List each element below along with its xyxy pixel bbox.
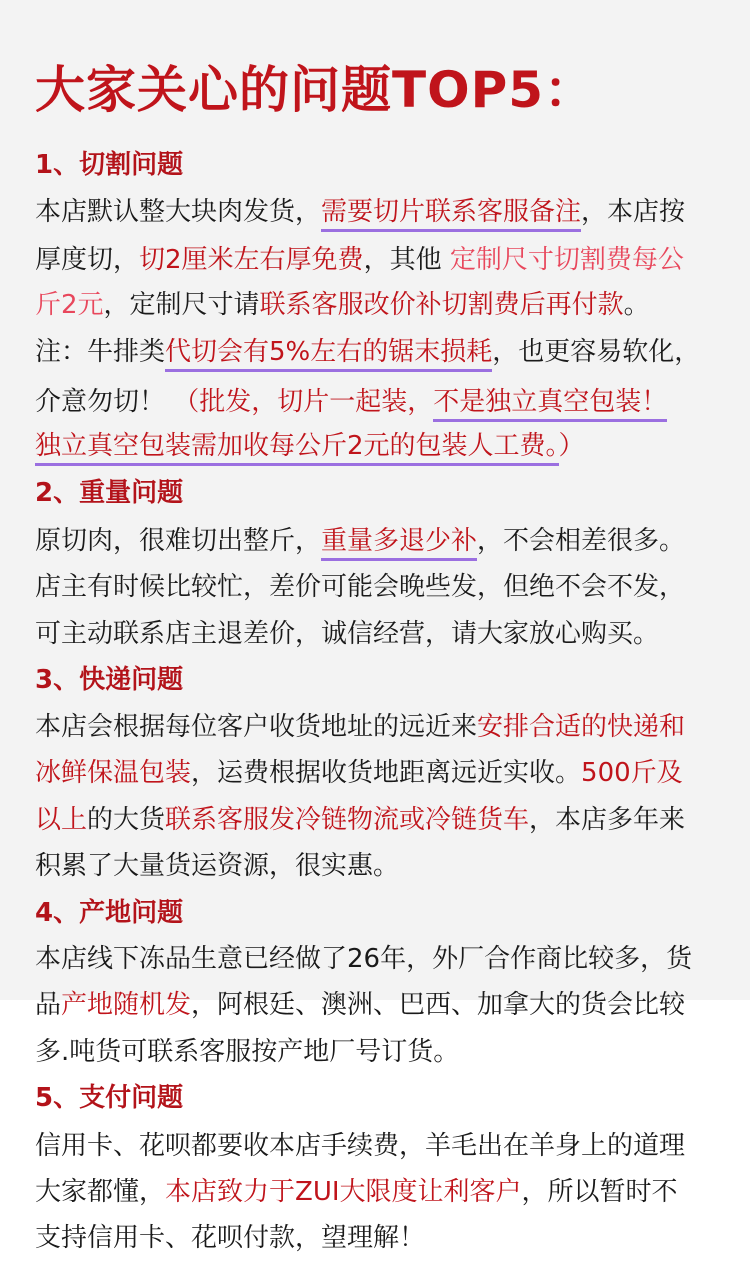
section-heading: 3、快递问题 <box>35 665 184 695</box>
highlighted-text: 代切会有5%左右的锯末损耗 <box>165 337 492 372</box>
text-segment: 本店会根据每位客户收货地址的远近来 <box>35 712 478 742</box>
text-line <box>35 941 692 977</box>
section-heading: 2、重量问题 <box>35 478 184 508</box>
text-line <box>35 287 650 323</box>
text-segment: ，运费根据收货地距离远近实收。 <box>191 758 582 788</box>
text-segment: 切2厘米左右厚免费 <box>139 245 364 275</box>
text-segment: 大家都懂， <box>35 1177 166 1207</box>
highlighted-text: 需要切片联系客服备注 <box>321 197 581 232</box>
text-segment: 可主动联系店主退差价，诚信经营，请大家放心购买。 <box>35 619 660 649</box>
text-line <box>35 1128 685 1164</box>
text-line <box>35 523 685 559</box>
text-segment: 多.吨货可联系客服按产地厂号订货。 <box>35 1037 460 1067</box>
text-segment: ，也更容易软化， <box>492 337 701 367</box>
text-segment: ，本店按 <box>581 197 686 227</box>
text-segment: 注：牛排类 <box>35 337 166 367</box>
highlighted-text: 不是独立真空包装！ <box>433 387 667 422</box>
text-segment: 本店致力于ZUI大限度让利客户 <box>165 1177 522 1207</box>
text-segment: 厚度切， <box>35 245 140 275</box>
text-segment: 的大货 <box>87 805 166 835</box>
text-segment: 店主有时候比较忙，差价可能会晚些发，但绝不会不发， <box>35 572 686 602</box>
text-segment: 品 <box>35 990 62 1020</box>
text-line <box>35 428 585 464</box>
highlighted-text: 独立真空包装需加收每公斤2元的包装人工费。 <box>35 431 559 466</box>
text-segment: 产地随机发 <box>61 990 192 1020</box>
text-segment: 支持信用卡、花呗付款，望理解！ <box>35 1223 426 1253</box>
text-line <box>35 848 399 884</box>
text-line <box>35 384 667 420</box>
text-segment: 以上 <box>35 805 88 835</box>
text-line <box>35 334 700 370</box>
text-segment: 介意勿切！ <box>35 387 174 417</box>
text-segment: ，阿根廷、澳洲、巴西、加拿大的货会比较 <box>191 990 686 1020</box>
text-segment: 定制尺寸切割费每公 <box>449 245 684 275</box>
text-segment: 联系客服改价补切割费后再付款 <box>259 290 624 320</box>
text-line <box>35 709 685 745</box>
text-line <box>35 755 683 791</box>
text-segment: 本店线下冻品生意已经做了26年，外厂合作商比较多，货 <box>35 944 693 974</box>
text-segment: ，不会相差很多。 <box>477 526 686 556</box>
text-segment: 。 <box>623 290 650 320</box>
page-title: 大家关心的问题TOP5： <box>35 61 596 119</box>
text-line <box>35 242 684 278</box>
text-segment: 冰鲜保温包装 <box>35 758 192 788</box>
text-segment: ，其他 <box>363 245 450 275</box>
text-line <box>35 1174 678 1210</box>
text-segment: ，本店多年来 <box>529 805 686 835</box>
text-segment: 安排合适的快递和 <box>477 712 686 742</box>
text-segment: ） <box>558 431 585 461</box>
text-segment: 500斤及 <box>581 758 683 788</box>
section-heading: 5、支付问题 <box>35 1083 184 1113</box>
text-segment: ，所以暂时不 <box>521 1177 678 1207</box>
text-segment: 信用卡、花呗都要收本店手续费，羊毛出在羊身上的道理 <box>35 1131 686 1161</box>
text-segment: ，定制尺寸请 <box>103 290 260 320</box>
text-segment: 积累了大量货运资源，很实惠。 <box>35 851 400 881</box>
text-line <box>35 987 685 1023</box>
text-segment: （批发，切片一起装， <box>173 387 434 417</box>
text-segment: 联系客服发冷链物流或冷链货车 <box>165 805 530 835</box>
text-segment: 本店默认整大块肉发货， <box>35 197 322 227</box>
section-heading: 4、产地问题 <box>35 898 184 928</box>
text-line <box>35 1220 425 1256</box>
text-segment: 原切肉，很难切出整斤， <box>35 526 322 556</box>
text-line <box>35 1034 459 1070</box>
text-line <box>35 194 685 230</box>
text-segment: 斤2元 <box>35 290 104 320</box>
highlighted-text: 重量多退少补 <box>321 526 477 561</box>
text-line <box>35 802 685 838</box>
section-heading: 1、切割问题 <box>35 150 184 180</box>
text-line <box>35 569 685 605</box>
text-line <box>35 616 659 652</box>
